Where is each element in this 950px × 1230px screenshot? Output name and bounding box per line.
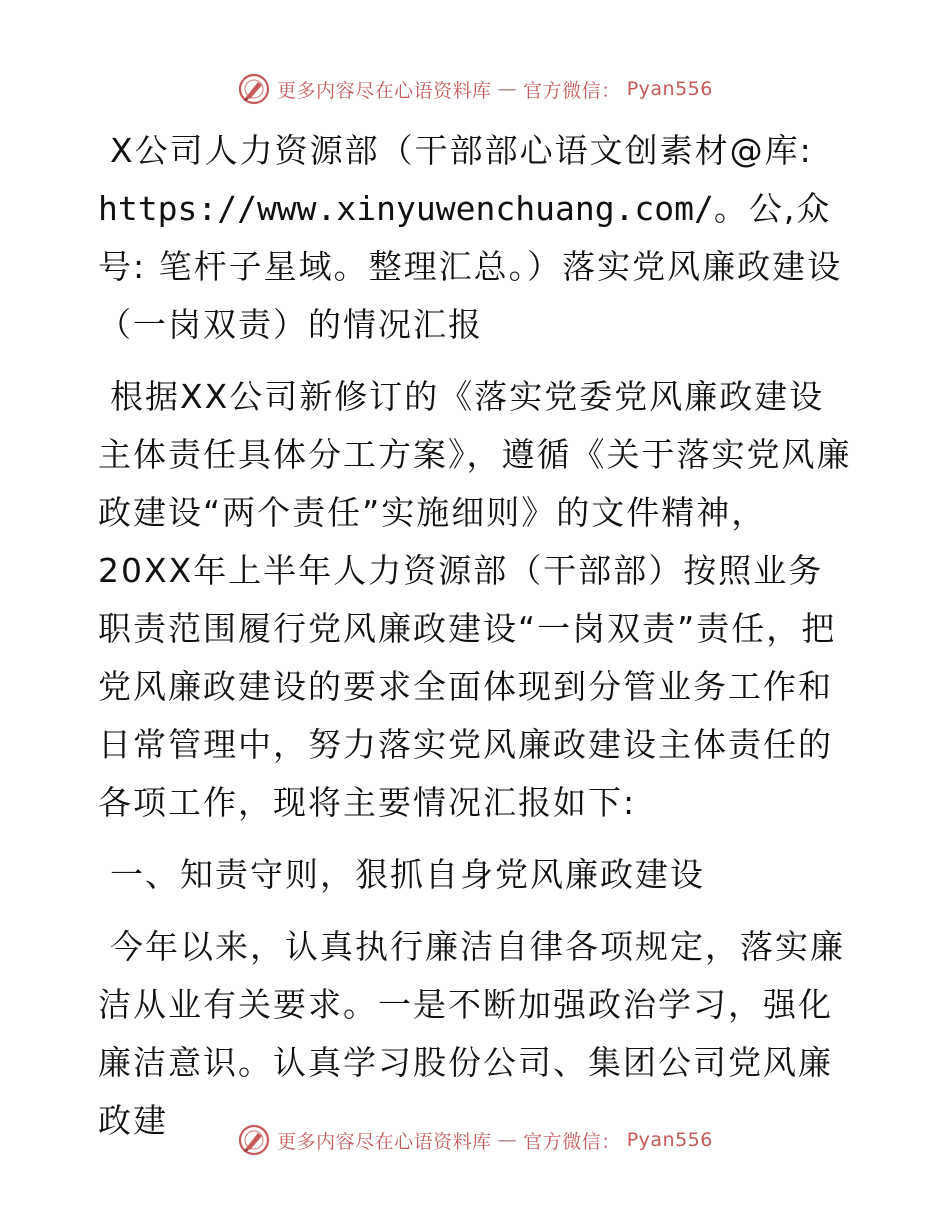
intro-paragraph — [98, 368, 858, 832]
document-title — [98, 122, 858, 354]
banner-wechat-id: Pyan556 — [626, 78, 713, 100]
section-heading — [98, 846, 858, 904]
banner-wechat-label: 官方微信： — [523, 1130, 621, 1153]
header-banner — [0, 72, 950, 106]
document-body — [98, 122, 858, 1164]
section-body-text: 今年以来，认真执行廉洁自律各项规定，落实廉洁从业有关要求。一是不断加强政治学习，强化廉洁意识。认真学习股份公司、集团公司党风廉政建 — [98, 927, 845, 1140]
banner-wechat-label: 官方微信： — [523, 79, 621, 102]
section-body-paragraph — [98, 918, 858, 1150]
title-part-1: X公司人力资源部（干部部心语文创素材@库: — [110, 131, 813, 170]
pen-nib-logo-icon — [237, 72, 271, 106]
title-url: https://www.xinyuwenchuang.com/ — [98, 189, 714, 228]
banner-separator: — — [497, 1129, 518, 1151]
banner-separator: — — [497, 78, 518, 100]
section-heading-text: 一、知责守则，狠抓自身党风廉政建设 — [110, 855, 705, 894]
banner-wechat-id: Pyan556 — [626, 1129, 713, 1151]
pen-nib-logo-icon — [237, 1123, 271, 1157]
title-part-3: 。公,众号: 笔杆子星域。整理汇总。）落实党风廉政建设（一岗双责）的情况汇报 — [98, 189, 843, 344]
banner-text: 更多内容尽在心语资料库 — [277, 79, 492, 102]
intro-text: 根据XX公司新修订的《落实党委党风廉政建设主体责任具体分工方案》，遵循《关于落实党风廉政建设“两个责任”实施细则》的文件精神，20XX年上半年人力资源部（干部部）按照业务职责范围履行党风廉政建设“一岗双责”责任，把党风廉政建设的要求全面体现到分管业务工作和日常管理中，努力落实党风廉政建设主体责任的各项工作，现将主要情况汇报如下: — [98, 377, 852, 822]
footer-banner — [0, 1123, 950, 1157]
banner-text: 更多内容尽在心语资料库 — [277, 1130, 492, 1153]
